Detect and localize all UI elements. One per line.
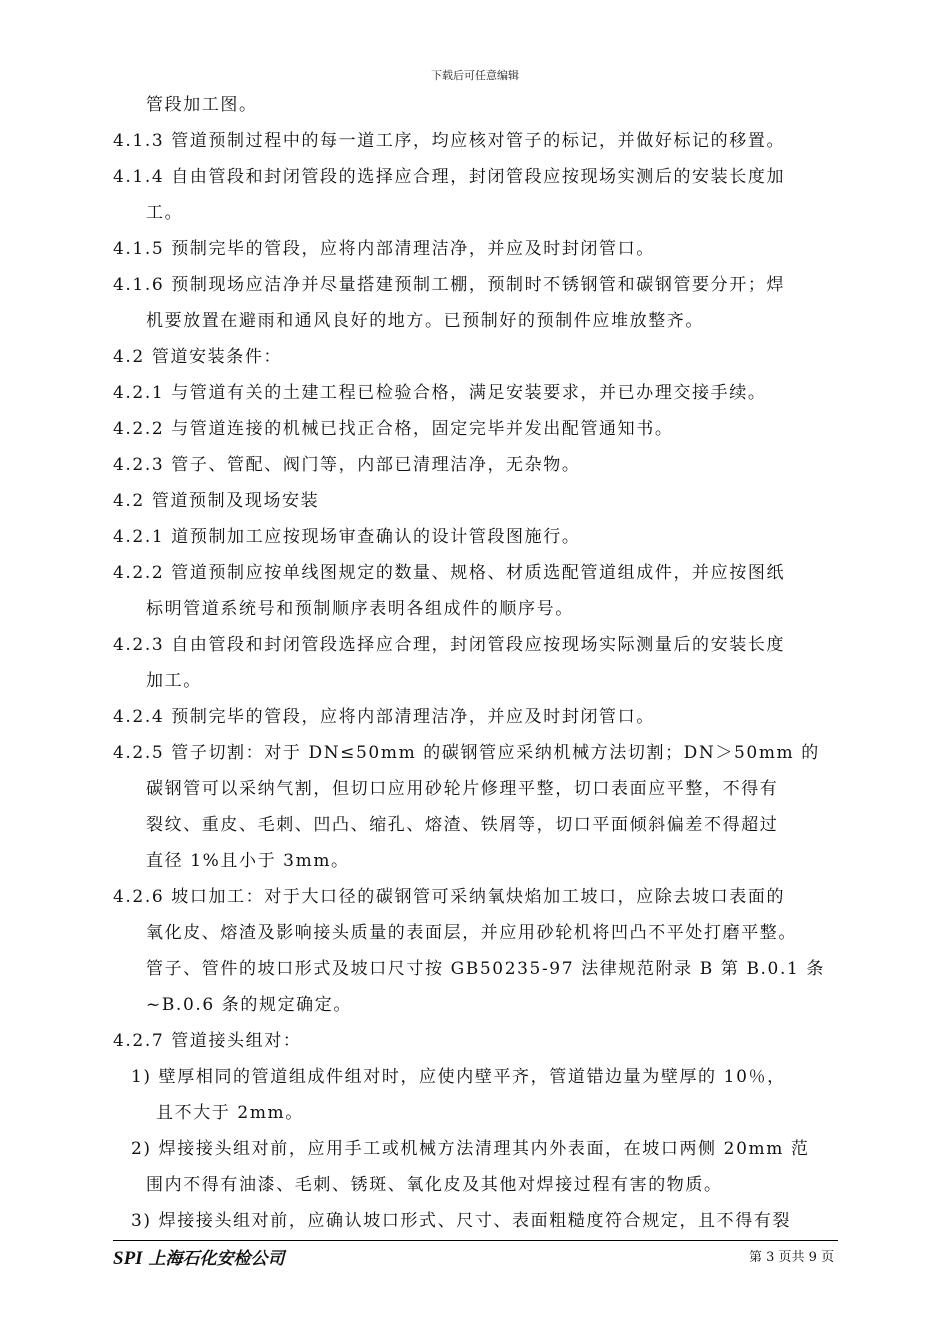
text-line: 氧化皮、熔渣及影响接头质量的表面层，并应用砂轮机将凹凸不平处打磨平整。 bbox=[146, 923, 797, 943]
brand-logo-text: SPI bbox=[113, 1248, 143, 1269]
text-line: 工。 bbox=[146, 203, 184, 223]
text-line: 4.2 管道预制及现场安装 bbox=[113, 491, 320, 511]
text-line: 4.2.2 与管道连接的机械已找正合格，固定完毕并发出配管通知书。 bbox=[113, 419, 674, 439]
text-line: 机要放置在避雨和通风良好的地方。已预制好的预制件应堆放整齐。 bbox=[146, 311, 704, 331]
text-line: 4.2.1 道预制加工应按现场审查确认的设计管段图施行。 bbox=[113, 527, 581, 547]
text-line: 4.1.3 管道预制过程中的每一道工序，均应核对管子的标记，并做好标记的移置。 bbox=[113, 131, 786, 151]
company-brand bbox=[113, 1244, 285, 1270]
text-line: 标明管道系统号和预制顺序表明各组成件的顺序号。 bbox=[146, 599, 574, 619]
text-line: 围内不得有油漆、毛刺、锈斑、氧化皮及其他对焊接过程有害的物质。 bbox=[146, 1175, 723, 1195]
footer-divider bbox=[113, 1240, 838, 1241]
text-line: 4.2.1 与管道有关的土建工程已检验合格，满足安装要求，并已办理交接手续。 bbox=[113, 383, 767, 403]
text-line: 4.2.4 预制完毕的管段，应将内部清理洁净，并应及时封闭管口。 bbox=[113, 707, 655, 727]
page-number: 第 3 页共 9 页 bbox=[749, 1250, 835, 1265]
text-line: 4.2.5 管子切割：对于 DN≤50mm 的碳钢管应采纳机械方法切割；DN＞50mm 的 bbox=[113, 743, 820, 763]
text-line: 4.2.7 管道接头组对： bbox=[113, 1031, 302, 1051]
text-line: 碳钢管可以采纳气割，但切口应用砂轮片修理平整，切口表面应平整，不得有 bbox=[146, 779, 779, 799]
text-line: 4.2.6 坡口加工：对于大口径的碳钢管可采纳氧炔焰加工坡口，应除去坡口表面的 bbox=[113, 887, 786, 907]
text-line: 4.2.3 自由管段和封闭管段选择应合理，封闭管段应按现场实际测量后的安装长度 bbox=[113, 635, 786, 655]
page-header-note: 下载后可任意编辑 bbox=[431, 69, 519, 82]
text-line: 管子、管件的坡口形式及坡口尺寸按 GB50235-97 法律规范附录 B 第 B.0.1 条 bbox=[146, 959, 825, 979]
list-item: 2) 焊接接头组对前，应用手工或机械方法清理其内外表面，在坡口两侧 20mm 范 bbox=[131, 1139, 810, 1159]
text-line: ~B.0.6 条的规定确定。 bbox=[146, 995, 352, 1015]
list-item: 3) 焊接接头组对前，应确认坡口形式、尺寸、表面粗糙度符合规定，且不得有裂 bbox=[131, 1211, 792, 1231]
text-line: 直径 1%且小于 3mm。 bbox=[146, 851, 350, 871]
text-line: 4.2.3 管子、管配、阀门等，内部已清理洁净，无杂物。 bbox=[113, 455, 581, 475]
text-line: 加工。 bbox=[146, 671, 202, 691]
company-name: 上海石化安检公司 bbox=[148, 1249, 285, 1269]
text-line: 4.1.6 预制现场应洁净并尽量搭建预制工棚，预制时不锈钢管和碳钢管要分开；焊 bbox=[113, 275, 786, 295]
list-item: 1) 壁厚相同的管道组成件组对时，应使内壁平齐，管道错边量为壁厚的 10％， bbox=[131, 1067, 786, 1087]
text-line: 管段加工图。 bbox=[146, 95, 258, 115]
text-line: 且不大于 2mm。 bbox=[156, 1103, 304, 1123]
text-line: 4.1.5 预制完毕的管段，应将内部清理洁净，并应及时封闭管口。 bbox=[113, 239, 655, 259]
text-line: 4.2.2 管道预制应按单线图规定的数量、规格、材质选配管道组成件，并应按图纸 bbox=[113, 563, 786, 583]
text-line: 4.1.4 自由管段和封闭管段的选择应合理，封闭管段应按现场实测后的安装长度加 bbox=[113, 167, 786, 187]
text-line: 裂纹、重皮、毛刺、凹凸、缩孔、熔渣、铁屑等，切口平面倾斜偏差不得超过 bbox=[146, 815, 779, 835]
text-line: 4.2 管道安装条件： bbox=[113, 347, 283, 367]
